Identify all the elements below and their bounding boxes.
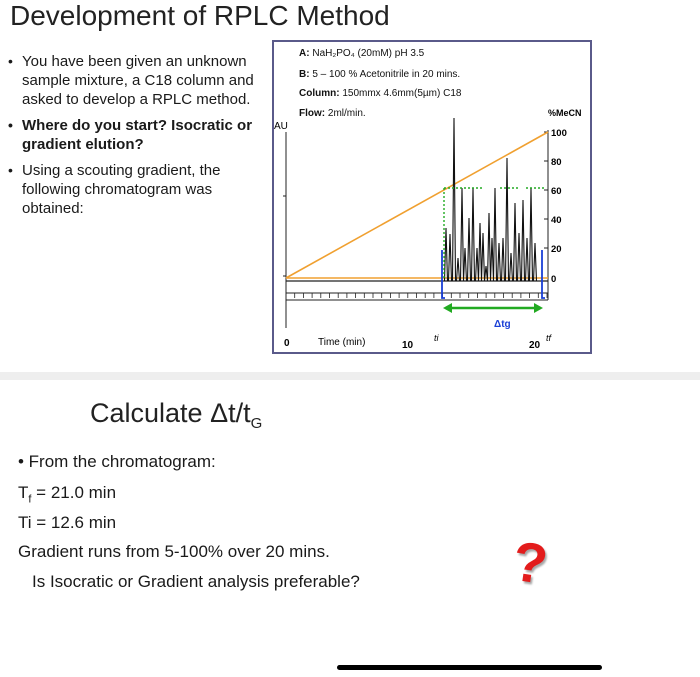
bullet-text: Where do you start? Isocratic or gradient elution? xyxy=(22,117,253,153)
bullet-item xyxy=(8,116,258,154)
bullet-dot-icon: • xyxy=(8,117,13,133)
right-tick-label: 80 xyxy=(551,157,562,168)
slide-title: Calculate $\Delta t/t_G$ xyxy=(90,398,263,432)
bullet-text: You have been given an unknown sample mixture, a C18 column and asked to develop a RPLC method. xyxy=(22,53,254,108)
condition-b: B: 5 – 100 % Acetonitrile in 20 mins. xyxy=(299,69,461,80)
question-text: Is Isocratic or Gradient analysis preferable? xyxy=(32,572,360,591)
tf-value: $T_f = 21.0$ min xyxy=(18,483,117,506)
slide-title: Development of RPLC Method xyxy=(10,0,390,31)
right-tick-label: 60 xyxy=(551,186,562,197)
x-axis-label: Time (min) xyxy=(318,337,366,348)
right-tick-label: 0 xyxy=(551,274,557,285)
chromatogram-figure xyxy=(272,38,592,355)
bullet-dot-icon: • xyxy=(8,53,13,69)
ti-value: Ti = 12.6 min xyxy=(18,513,117,532)
condition-column: Column: 150mmx 4.6mm(5µm) C18 xyxy=(299,88,462,99)
right-tick-label: 40 xyxy=(551,215,562,226)
x-tick-label: 10 xyxy=(402,340,414,351)
right-tick-label: 20 xyxy=(551,244,562,255)
x-tick-label: 20 xyxy=(529,340,541,351)
right-tick-label: 100 xyxy=(551,128,567,139)
bullet-item xyxy=(8,52,258,109)
bullet-dot-icon: • xyxy=(8,162,13,178)
right-axis-label: %MeCN xyxy=(548,108,582,118)
tf-label: tf xyxy=(546,333,552,343)
slide-divider xyxy=(0,372,700,380)
x-tick-label: 0 xyxy=(284,338,290,349)
condition-flow: Flow: 2ml/min. xyxy=(299,108,366,119)
condition-a: A: NaH₂PO₄ (20mM) pH 3.5 xyxy=(299,48,425,59)
home-indicator xyxy=(337,665,602,670)
chromatogram-intro: • From the chromatogram: xyxy=(18,452,216,471)
gradient-description: Gradient runs from 5-100% over 20 mins. xyxy=(18,542,330,561)
delta-tg-label: Δtg xyxy=(494,319,511,330)
y-axis-label: AU xyxy=(274,121,288,132)
ti-label: ti xyxy=(434,333,439,343)
slide-2 xyxy=(0,380,700,677)
bullet-text: Using a scouting gradient, the following chromatogram was obtained: xyxy=(22,162,221,217)
question-mark-icon: ? xyxy=(508,528,552,597)
bullet-list xyxy=(8,52,258,225)
bullet-item xyxy=(8,161,258,218)
